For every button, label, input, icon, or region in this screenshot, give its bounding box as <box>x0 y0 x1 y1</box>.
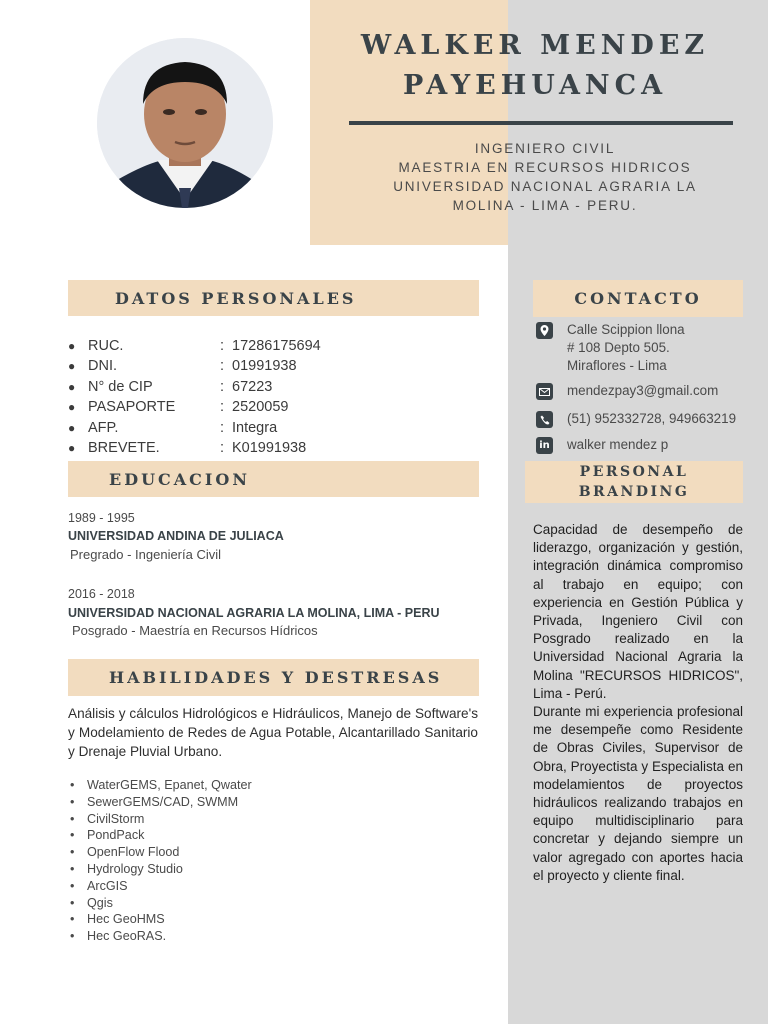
bullet-icon: ● <box>68 420 76 435</box>
field-colon: : <box>220 378 225 395</box>
skill-item: • ArcGIS <box>70 878 252 895</box>
contact-heading-band <box>533 280 743 317</box>
field-value: K01991938 <box>232 439 307 456</box>
headline-line: INGENIERO CIVIL <box>474 141 616 156</box>
headline-line: UNIVERSIDAD NACIONAL AGRARIA LA <box>393 179 697 194</box>
section-title-branding-line1: PERSONAL <box>579 464 689 480</box>
field-label: PASAPORTE <box>88 399 176 416</box>
name-line-2: PAYEHUANCA <box>402 70 668 101</box>
email-icon <box>536 383 553 400</box>
field-value: Integra <box>232 419 278 436</box>
skill-item: • PondPack <box>70 827 252 844</box>
personal-data-heading-band <box>68 280 479 316</box>
field-label: BREVETE. <box>88 439 160 456</box>
field-colon: : <box>220 399 225 416</box>
education-heading-band <box>68 461 479 497</box>
branding-heading-band <box>525 461 743 503</box>
skill-item: • Qgis <box>70 895 252 912</box>
address-line: Calle Scippion llona <box>567 322 685 337</box>
education-school: UNIVERSIDAD NACIONAL AGRARIA LA MOLINA, LIMA - PERU <box>68 606 440 620</box>
field-colon: : <box>220 439 225 456</box>
branding-paragraph: Durante mi experiencia profesional me desempeñe como Residente de Obras Civiles, Supervisor de Obra, Proyectista y Especialista en modelamientos de proyectos hidráulicos realizando trabajos en equipo multidisciplinario para concretar y dejando siempre un valor agregado con aportes hacia el proyecto y cliente final. <box>533 704 743 883</box>
skill-item: • Hydrology Studio <box>70 861 252 878</box>
name-line-1: WALKER MENDEZ <box>360 30 710 61</box>
field-value: 01991938 <box>232 358 297 375</box>
section-title-branding-line2: BRANDING <box>578 484 690 500</box>
professional-headline <box>340 139 750 215</box>
education-school: UNIVERSIDAD ANDINA DE JULIACA <box>68 529 284 543</box>
education-dates: 2016 - 2018 <box>68 587 135 601</box>
field-value: 2520059 <box>232 399 289 416</box>
skill-item: • Hec GeoHMS <box>70 911 252 928</box>
field-colon: : <box>220 419 225 436</box>
bullet-icon: ● <box>68 400 76 415</box>
bullet-icon: ● <box>68 379 76 394</box>
field-label: N° de CIP <box>88 378 153 395</box>
skills-list <box>70 777 252 945</box>
skill-item: • OpenFlow Flood <box>70 844 252 861</box>
bullet-icon: ● <box>68 359 76 374</box>
address-line: Miraflores - Lima <box>567 358 667 373</box>
section-title-contact: CONTACTO <box>574 289 702 308</box>
linkedin-name[interactable]: walker mendez p <box>567 437 669 452</box>
education-dates: 1989 - 1995 <box>68 511 135 525</box>
section-title-personal: DATOS PERSONALES <box>115 288 357 308</box>
skill-item: • CivilStorm <box>70 811 252 828</box>
skills-summary: Análisis y cálculos Hidrológicos e Hidráulicos, Manejo de Software's y Modelamiento de Redes de Agua Potable, Alcantarillado Sanitario y Drenaje Pluvial Urbano. <box>68 706 478 759</box>
headline-line: MAESTRIA EN RECURSOS HIDRICOS <box>398 160 692 175</box>
bullet-icon: ● <box>68 440 76 455</box>
skill-item: • SewerGEMS/CAD, SWMM <box>70 794 252 811</box>
location-pin-icon <box>536 322 553 339</box>
field-label: RUC. <box>88 338 124 354</box>
phone-icon <box>536 411 553 428</box>
education-degree: Posgrado - Maestría en Recursos Hídricos <box>72 623 318 638</box>
candidate-name <box>330 26 740 106</box>
skill-item: • WaterGEMS, Epanet, Qwater <box>70 777 252 794</box>
headline-line: MOLINA - LIMA - PERU. <box>452 198 638 213</box>
personal-branding-text <box>533 521 743 885</box>
bullet-icon: ● <box>68 339 76 353</box>
name-divider <box>349 121 733 125</box>
section-title-education: EDUCACION <box>109 469 250 489</box>
branding-paragraph: Capacidad de desempeño de liderazgo, organización y gestión, integración dinámica compromiso al trabajo en equipo; con experiencia en Gestión Pública y Privada, Ingeniero Civil con Posgrado realizado en la Universidad Nacional Agraria la Molina "RECURSOS HIDRICOS", Lima - Perú. <box>533 522 743 701</box>
skills-heading-band <box>68 659 479 696</box>
field-colon: : <box>220 358 225 375</box>
address-line: # 108 Depto 505. <box>567 340 670 355</box>
field-label: AFP. <box>88 419 119 436</box>
profile-photo <box>97 38 273 208</box>
field-value: 67223 <box>232 378 273 395</box>
field-label: DNI. <box>88 358 117 375</box>
email-address[interactable]: mendezpay3@gmail.com <box>567 383 719 398</box>
skill-item: • Hec GeoRAS. <box>70 928 252 945</box>
education-degree: Pregrado - Ingeniería Civil <box>70 547 222 562</box>
field-value: 17286175694 <box>232 338 321 354</box>
section-title-skills: HABILIDADES Y DESTRESAS <box>109 668 443 687</box>
field-colon: : <box>220 338 225 354</box>
phone-numbers: (51) 952332728, 949663219 <box>567 411 737 426</box>
linkedin-icon: in <box>536 437 553 454</box>
